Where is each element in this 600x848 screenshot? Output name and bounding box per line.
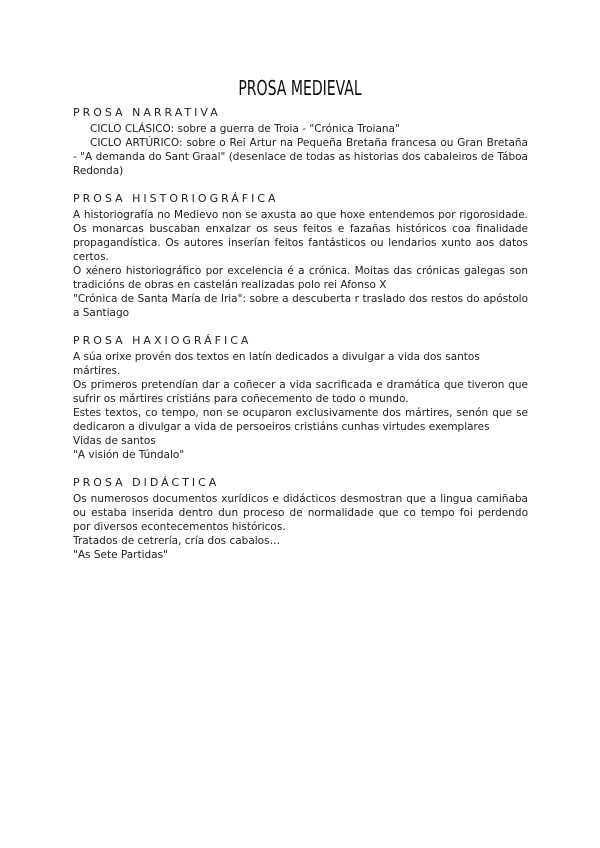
section-heading: PROSA DIDÁCTICA bbox=[73, 476, 220, 489]
paragraph: "Crónica de Santa María de Iria": sobre a descuberta r traslado dos restos do apóstolo a Santiago bbox=[73, 293, 528, 319]
paragraph: "A visión de Túndalo" bbox=[73, 449, 185, 461]
section-heading: PROSA HAXIOGRÁFICA bbox=[73, 334, 252, 347]
paragraph: A súa orixe provén dos textos en latín dedicados a divulgar a vida dos santos mártires. bbox=[73, 351, 480, 377]
section-prosa-didactica bbox=[73, 476, 528, 562]
section-heading: PROSA NARRATIVA bbox=[73, 106, 221, 119]
paragraph: Os primeros pretendían dar a coñecer a vida sacrificada e dramática que tiveron que sufrir os mártires cristiáns para coñecemento de todo o mundo. bbox=[73, 379, 528, 405]
section-prosa-narrativa bbox=[73, 106, 528, 178]
paragraph: "As Sete Partidas" bbox=[73, 549, 168, 561]
document-body bbox=[73, 106, 528, 576]
paragraph: Estes textos, co tempo, non se ocuparon exclusivamente dos mártires, senón que se dedicaron a divulgar a vida de persoeiros cristiáns cunhas virtudes exemplares bbox=[73, 407, 528, 433]
section-prosa-haxiografica bbox=[73, 334, 528, 462]
paragraph: A historiografía no Medievo non se axusta ao que hoxe entendemos por rigorosidade. Os monarcas buscaban enxalzar os seus feitos e fazañas históricos coa finalidade propagandística. Os autores inserían feitos fantásticos ou lendarios xunto aos datos certos. bbox=[73, 209, 528, 263]
paragraph: O xénero historiográfico por excelencia é a crónica. Moitas das crónicas galegas son tradicións de obras en castelán realizadas polo rei Afonso X bbox=[73, 265, 528, 291]
paragraph: Vidas de santos bbox=[73, 435, 156, 447]
paragraph: CICLO CLÁSICO: sobre a guerra de Troia - "Crónica Troiana" bbox=[90, 123, 400, 135]
page-title: PROSA MEDIEVAL bbox=[238, 76, 362, 100]
section-prosa-historiografica bbox=[73, 192, 528, 320]
section-heading: PROSA HISTORIOGRÁFICA bbox=[73, 192, 279, 205]
paragraph: Os numerosos documentos xurídicos e didácticos desmostran que a lingua camiñaba ou estaba inserida dentro dun proceso de normalidade que co tempo foi perdendo por diversos econtecementos históricos. bbox=[73, 493, 528, 533]
paragraph: Tratados de cetrería, cría dos cabalos… bbox=[73, 535, 281, 547]
paragraph: CICLO ARTÚRICO: sobre o Rei Artur na Pequeña Bretaña francesa ou Gran Bretaña - "A demanda do Sant Graal" (desenlace de todas as historias dos cabaleiros de Táboa Redonda) bbox=[73, 137, 528, 177]
